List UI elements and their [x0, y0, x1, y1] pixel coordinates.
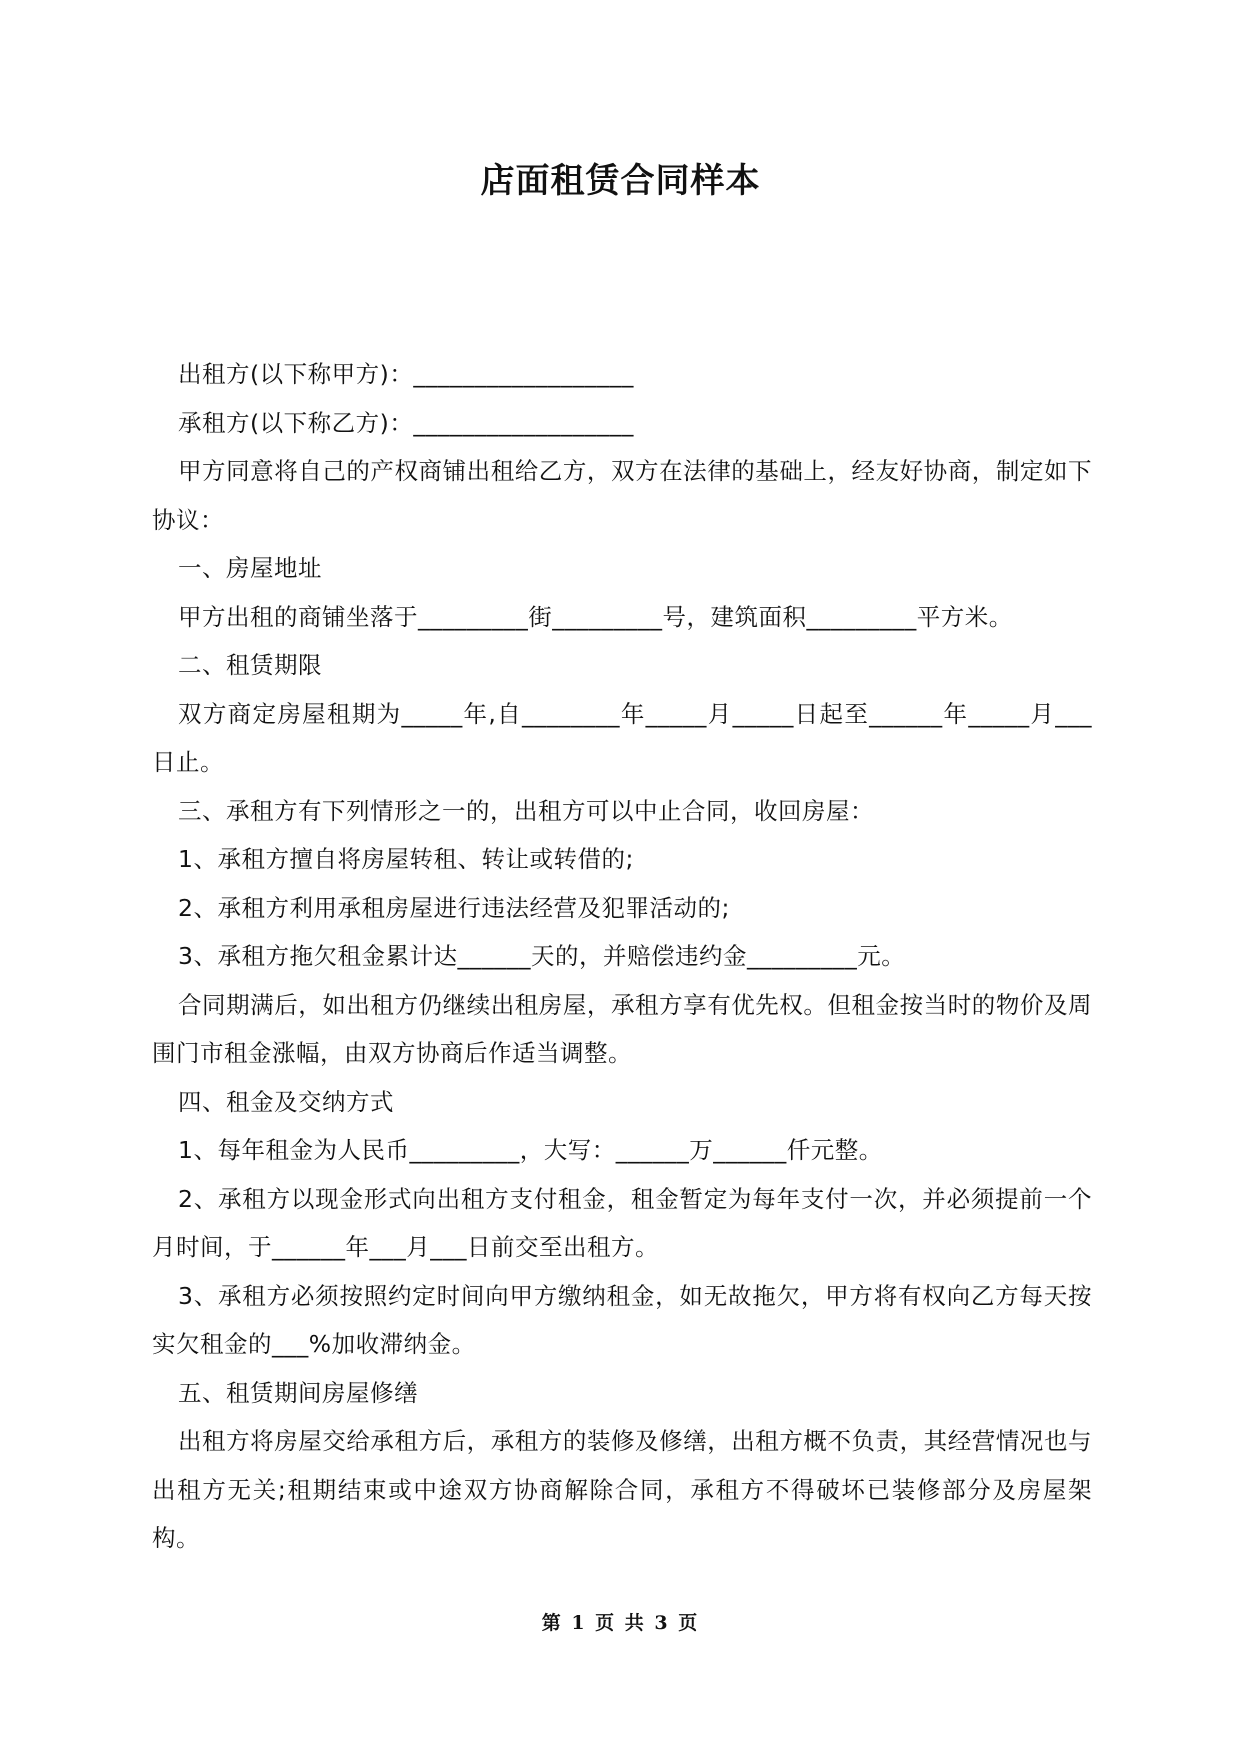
paragraph-intro: 甲方同意将自己的产权商铺出租给乙方，双方在法律的基础上，经友好协商，制定如下协议：	[152, 457, 1092, 534]
document-title: 店面租赁合同样本	[480, 161, 761, 201]
clause-rent-3: 3、承租方必须按照约定时间向甲方缴纳租金，如无故拖欠，甲方将有权向乙方每天按实欠租金的___%加收滞纳金。	[152, 1281, 1092, 1358]
section-heading-address: 一、房屋地址	[178, 554, 322, 582]
clause-termination-1: 1、承租方擅自将房屋转租、转让或转借的;	[178, 845, 634, 873]
clause-rent-2: 2、承租方以现金形式向出租方支付租金，租金暂定为每年支付一次，并必须提前一个月时间，于______年___月___日前交至出租方。	[152, 1184, 1092, 1261]
clause-termination-2: 2、承租方利用承租房屋进行违法经营及犯罪活动的;	[178, 893, 730, 922]
clause-termination-3: 3、承租方拖欠租金累计达______天的，并赔偿违约金_________元。	[178, 942, 906, 970]
document-body	[152, 350, 1092, 1563]
paragraph-address: 甲方出租的商铺坐落于_________街_________号，建筑面积_________平方米。	[178, 602, 1013, 631]
section-heading-termination: 三、承租方有下列情形之一的，出租方可以中止合同，收回房屋：	[178, 796, 874, 825]
clause-rent-1: 1、每年租金为人民币_________，大写：______万______仟元整。	[178, 1136, 883, 1164]
paragraph-lessor: 出租方(以下称甲方)：__________________	[178, 360, 634, 388]
paragraph-renewal: 合同期满后，如出租方仍继续出租房屋，承租方享有优先权。但租金按当时的物价及周围门市租金涨幅，由双方协商后作适当调整。	[152, 990, 1092, 1067]
section-heading-rent: 四、租金及交纳方式	[178, 1087, 394, 1116]
paragraph-term: 双方商定房屋租期为_____年,自________年_____月_____日起至______年_____月___日止。	[152, 699, 1092, 776]
paragraph-repair: 出租方将房屋交给承租方后，承租方的装修及修缮，出租方概不负责，其经营情况也与出租方无关;租期结束或中途双方协商解除合同，承租方不得破坏已装修部分及房屋架构。	[152, 1427, 1092, 1552]
page-footer: 第 1 页 共 3 页	[541, 1612, 700, 1634]
section-heading-term: 二、租赁期限	[178, 651, 322, 679]
section-heading-repair: 五、租赁期间房屋修缮	[178, 1378, 418, 1407]
paragraph-lessee: 承租方(以下称乙方)：__________________	[178, 408, 634, 437]
